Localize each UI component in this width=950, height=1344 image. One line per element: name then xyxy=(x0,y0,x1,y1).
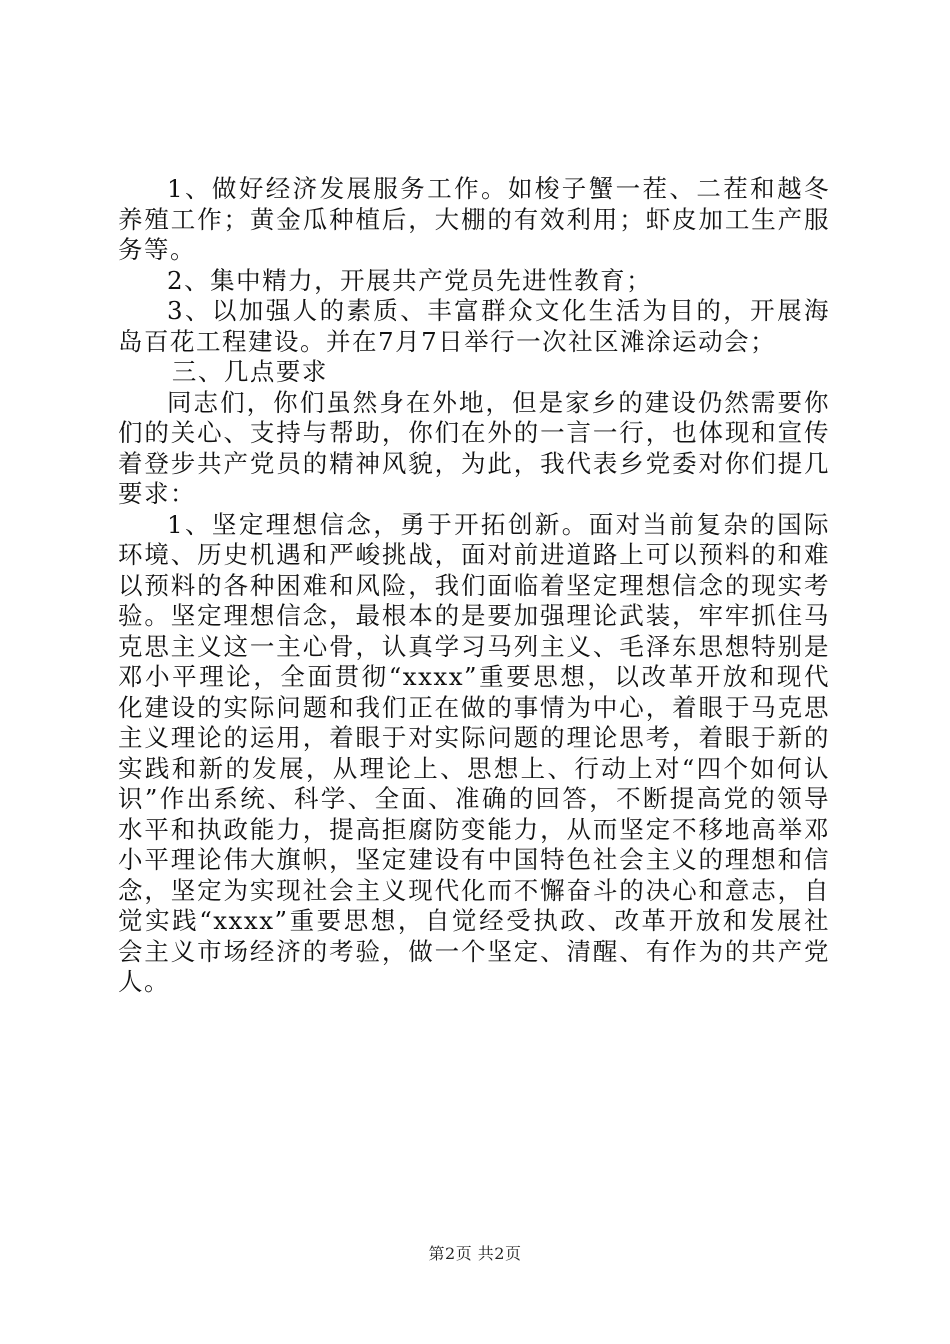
page-number-footer: 第2页 共2页 xyxy=(428,1244,522,1263)
paragraph-ideals-beliefs: 1、坚定理想信念，勇于开拓创新。面对当前复杂的国际环境、历史机遇和严峻挑战，面对前进道路上可以预料的和难以预料的各种困难和风险，我们面临着坚定理想信念的现实考验。坚定理想信念，最根本的是要加强理论武装，牢牢抓住马克思主义这一主心骨，认真学习马列主义、毛泽东思想特别是邓小平理论，全面贯彻“xxxx”重要思想，以改革开放和现代化建设的实际问题和我们正在做的事情为中心，着眼于马克思主义理论的运用，着眼于对实际问题的理论思考，着眼于新的实践和新的发展，从理论上、思想上、行动上对“四个如何认识”作出系统、科学、全面、准确的回答，不断提高党的领导水平和执政能力，提高拒腐防变能力，从而坚定不移地高举邓小平理论伟大旗帜，坚定建设有中国特色社会主义的理想和信念，坚定为实现社会主义现代化而不懈奋斗的决心和意志，自觉实践“xxxx”重要思想，自觉经受执政、改革开放和发展社会主义市场经济的考验，做一个坚定、清醒、有作为的共产党人。 xyxy=(118,509,830,996)
section-heading-requirements: 三、几点要求 xyxy=(171,357,328,386)
paragraph-address-comrades: 同志们，你们虽然身在外地，但是家乡的建设仍然需要你们的关心、支持与帮助，你们在外的一言一行，也体现和宣传着登步共产党员的精神风貌，为此，我代表乡党委对你们提几要求： xyxy=(118,387,830,508)
paragraph-party-education: 2、集中精力，开展共产党员先进性教育； xyxy=(167,265,653,295)
document-body xyxy=(118,174,830,998)
paragraph-island-project: 3、以加强人的素质、丰富群众文化生活为目的，开展海岛百花工程建设。并在7月7日举行一次社区滩涂运动会； xyxy=(118,296,830,356)
paragraph-economic-service: 1、做好经济发展服务工作。如梭子蟹一茬、二茬和越冬养殖工作；黄金瓜种植后，大棚的有效利用；虾皮加工生产服务等。 xyxy=(118,174,830,264)
